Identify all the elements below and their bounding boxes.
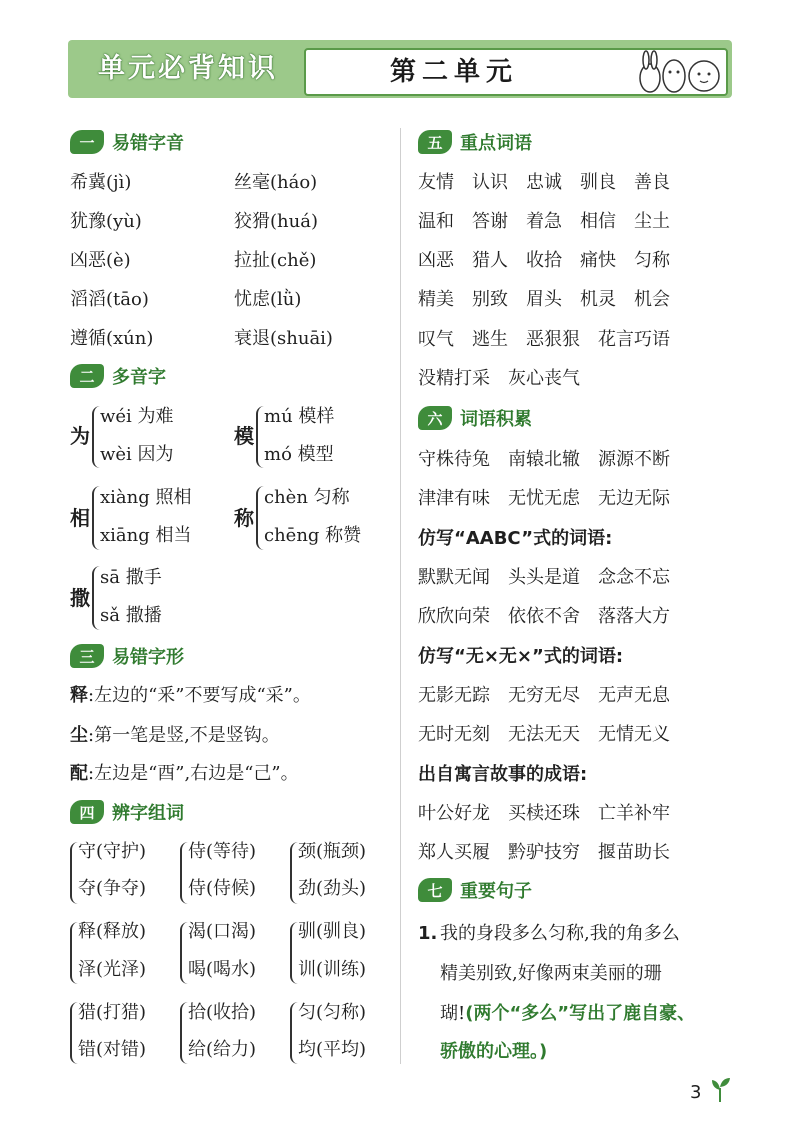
polyphone-reading: wéi 为难 [100,406,174,427]
subheading: 仿写“无×无×”式的词语: [418,646,624,667]
vocab-line: 没精打采 灰心丧气 [418,368,580,389]
column-divider [400,128,401,1064]
polyphone-reading: chēng 称赞 [264,525,362,546]
word-pair: 给(给力) [188,1039,257,1060]
section-title: 词语积累 [460,409,532,430]
word-pair: 匀(匀称) [298,1002,367,1023]
sentence-line: 我的身段多么匀称,我的角多么 [440,923,680,944]
sentence-line: 精美别致,好像两束美丽的珊 [440,963,662,984]
word-pair: 均(平均) [298,1039,367,1060]
list-item: 滔滔(tāo) [70,289,149,310]
idiom-line: 默默无闻 头头是道 念念不忘 [418,567,670,588]
idiom-line: 欣欣向荣 依依不舍 落落大方 [418,606,670,627]
section-header-3 [70,642,184,670]
section-title: 重要句子 [460,881,532,902]
section-badge: 一 [70,130,104,154]
list-item: 犹豫(yù) [70,211,142,232]
polyphone-reading: xiāng 相当 [100,525,192,546]
idiom-line: 无影无踪 无穷无尽 无声无息 [418,685,670,706]
polyphone-char: 模 [234,424,254,448]
list-item: 希冀(jì) [70,172,132,193]
vocab-line: 凶恶 猎人 收拾 痛快 匀称 [418,250,670,271]
banner-label: 单元必背知识 [98,53,278,84]
polyphone-char: 相 [70,506,90,530]
word-pair: 释(释放) [78,921,147,942]
vocab-line: 温和 答谢 着急 相信 尘土 [418,211,670,232]
polyphone-char: 为 [70,424,90,448]
polyphone-reading: xiàng 照相 [100,487,192,508]
brace [92,486,100,550]
list-item: 遵循(xún) [70,328,154,349]
idiom-line: 郑人买履 黔驴技穷 揠苗助长 [418,842,670,863]
word-pair: 喝(喝水) [188,959,257,980]
subheading: 出自寓言故事的成语: [418,764,588,785]
unit-title: 第二单元 [389,57,518,87]
glyph-char: 尘 [70,725,88,746]
subheading: 仿写“AABC”式的词语: [418,528,613,549]
list-item: 拉扯(chě) [234,250,317,271]
list-item: 丝毫(háo) [234,172,318,193]
section-badge: 六 [418,406,452,430]
word-pair: 猎(打猎) [78,1002,147,1023]
glyph-note [70,684,311,708]
glyph-note [70,724,280,748]
brace [92,406,100,468]
polyphone-reading: sā 撒手 [100,567,162,588]
brace [180,922,188,984]
word-pair: 守(守护) [78,841,147,862]
polyphone-reading: mú 模样 [264,406,335,427]
animal-mascot-icon [634,44,724,96]
word-pair: 颈(瓶颈) [298,841,367,862]
sentence-text: 瑚! [440,1003,466,1024]
polyphone-reading: chèn 匀称 [264,487,350,508]
word-pair: 驯(驯良) [298,921,367,942]
brace [290,1002,298,1064]
word-pair: 侍(等待) [188,841,257,862]
section-header-6 [418,404,532,432]
brace [290,842,298,904]
section-header-2 [70,362,166,390]
list-item: 狡猾(huá) [234,211,318,232]
polyphone-reading: mó 模型 [264,444,334,465]
polyphone-char: 撒 [70,586,90,610]
section-badge: 二 [70,364,104,388]
brace [256,486,264,550]
vocab-line: 叹气 逃生 恶狠狠 花言巧语 [418,329,670,350]
word-pair: 劲(劲头) [298,878,367,899]
glyph-char: 配 [70,763,88,784]
list-item: 凶恶(è) [70,250,131,271]
section-title: 易错字音 [112,133,184,154]
word-pair: 训(训练) [298,959,367,980]
idiom-line: 无时无刻 无法无天 无情无义 [418,724,670,745]
section-header-1 [70,128,184,156]
glyph-note [70,762,299,786]
brace [180,1002,188,1064]
section-badge: 三 [70,644,104,668]
idiom-line: 守株待兔 南辕北辙 源源不断 [418,449,670,470]
word-pair: 侍(侍候) [188,878,257,899]
word-pair: 渴(口渴) [188,921,257,942]
section-title: 多音字 [112,367,166,388]
list-item: 忧虑(lǜ) [234,289,302,310]
page-number: 3 [690,1082,702,1103]
section-title: 重点词语 [460,133,532,154]
brace [256,406,264,468]
brace [290,922,298,984]
word-pair: 拾(收拾) [188,1002,257,1023]
sprout-icon [708,1074,734,1104]
brace [70,842,78,904]
section-title: 辨字组词 [112,803,184,824]
section-badge: 五 [418,130,452,154]
brace [92,566,100,630]
word-pair: 泽(光泽) [78,959,147,980]
section-title: 易错字形 [112,647,184,668]
section-badge: 七 [418,878,452,902]
sentence-note: (两个“多么”写出了鹿自豪、 [465,1003,696,1024]
section-header-7 [418,876,532,904]
sentence-number: 1. [418,923,438,944]
polyphone-reading: wèi 因为 [100,444,174,465]
section-header-5 [418,128,532,156]
section-badge: 四 [70,800,104,824]
idiom-line: 叶公好龙 买椟还珠 亡羊补牢 [418,803,670,824]
brace [70,1002,78,1064]
vocab-line: 精美 别致 眉头 机灵 机会 [418,289,670,310]
idiom-line: 津津有味 无忧无虑 无边无际 [418,488,670,509]
brace [70,922,78,984]
section-header-4 [70,798,184,826]
sentence-note: 骄傲的心理。) [440,1041,548,1062]
polyphone-char: 称 [234,506,254,530]
glyph-text: :左边是“酉”,右边是“己”。 [88,763,299,784]
sentence-line [440,1002,695,1026]
glyph-text: :左边的“釆”不要写成“采”。 [88,685,311,706]
polyphone-reading: sǎ 撒播 [100,605,162,626]
brace [180,842,188,904]
word-pair: 夺(争夺) [78,878,147,899]
glyph-char: 释 [70,685,88,706]
glyph-text: :第一笔是竖,不是竖钩。 [88,725,280,746]
word-pair: 错(对错) [78,1039,147,1060]
vocab-line: 友情 认识 忠诚 驯良 善良 [418,172,670,193]
list-item: 衰退(shuāi) [234,328,333,349]
